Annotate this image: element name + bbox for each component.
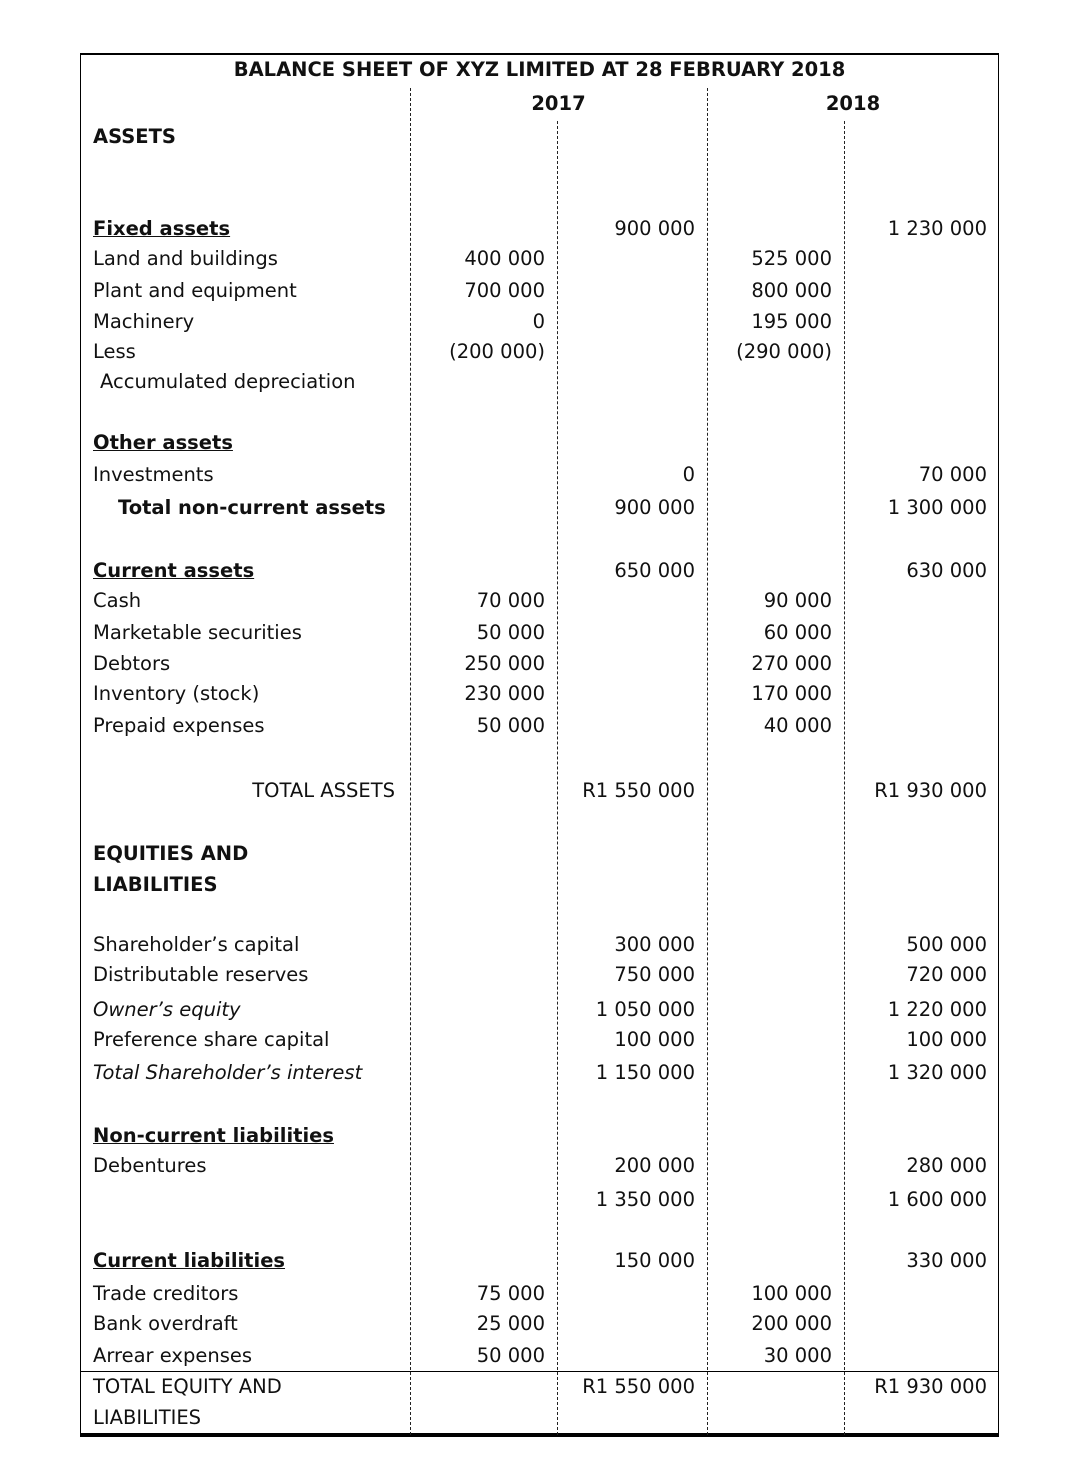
row-label: Investments	[93, 463, 214, 486]
value-2017-detail: 700 000	[464, 279, 545, 302]
row-label: Plant and equipment	[93, 279, 297, 302]
balance-sheet	[80, 53, 999, 1437]
value-2018-total: 280 000	[906, 1154, 987, 1177]
value-2017-total: 1 150 000	[595, 1061, 695, 1084]
row-label: Less	[93, 340, 136, 363]
row-label: Fixed assets	[93, 217, 231, 240]
value-2017-total: R1 550 000	[582, 779, 695, 802]
row-label: Inventory (stock)	[93, 682, 260, 705]
value-2017-total: 900 000	[614, 217, 695, 240]
row-label: LIABILITIES	[93, 873, 218, 896]
value-2017-detail: 75 000	[476, 1282, 545, 1305]
value-2018-detail: (290 000)	[736, 340, 832, 363]
value-2017-total: R1 550 000	[582, 1375, 695, 1398]
value-2018-detail: 30 000	[763, 1344, 832, 1367]
sheet-title: BALANCE SHEET OF XYZ LIMITED AT 28 FEBRUARY 2018	[233, 58, 846, 81]
row-label: Shareholder’s capital	[93, 933, 300, 956]
value-2018-detail: 200 000	[751, 1312, 832, 1335]
row-label: Prepaid expenses	[93, 714, 265, 737]
row-label: ASSETS	[93, 125, 176, 148]
row-label: Marketable securities	[93, 621, 302, 644]
row-label: Distributable reserves	[93, 963, 309, 986]
value-2018-total: 1 300 000	[887, 496, 987, 519]
value-2017-detail: 70 000	[476, 589, 545, 612]
value-2018-total: 1 600 000	[887, 1188, 987, 1211]
value-2018-detail: 100 000	[751, 1282, 832, 1305]
row-label: Machinery	[93, 310, 195, 333]
total-row-rule	[80, 1371, 999, 1372]
column-divider	[557, 121, 558, 1435]
value-2017-detail: 0	[532, 310, 545, 333]
value-2018-detail: 40 000	[763, 714, 832, 737]
row-label: Current assets	[93, 559, 255, 582]
row-label: Preference share capital	[93, 1028, 330, 1051]
value-2017-total: 150 000	[614, 1249, 695, 1272]
row-label: Total Shareholder’s interest	[93, 1061, 363, 1084]
row-label: Current liabilities	[93, 1249, 286, 1272]
row-label: Arrear expenses	[93, 1344, 253, 1367]
row-label: Land and buildings	[93, 247, 278, 270]
value-2017-total: 100 000	[614, 1028, 695, 1051]
value-2017-total: 1 050 000	[595, 998, 695, 1021]
value-2017-total: 200 000	[614, 1154, 695, 1177]
value-2017-total: 650 000	[614, 559, 695, 582]
row-label: TOTAL ASSETS	[252, 779, 395, 802]
row-label: Trade creditors	[93, 1282, 239, 1305]
value-2018-total: R1 930 000	[874, 779, 987, 802]
row-label: TOTAL EQUITY AND	[93, 1375, 282, 1398]
value-2017-total: 1 350 000	[595, 1188, 695, 1211]
value-2017-detail: 50 000	[476, 714, 545, 737]
value-2018-detail: 90 000	[763, 589, 832, 612]
value-2018-total: 1 220 000	[887, 998, 987, 1021]
row-label: Owner’s equity	[93, 998, 241, 1021]
value-2017-detail: (200 000)	[449, 340, 545, 363]
row-label: Non-current liabilities	[93, 1124, 334, 1147]
value-2018-detail: 60 000	[763, 621, 832, 644]
row-label: Debentures	[93, 1154, 207, 1177]
row-label: Cash	[93, 589, 142, 612]
row-label: Total non-current assets	[118, 496, 386, 519]
value-2017-total: 750 000	[614, 963, 695, 986]
value-2018-total: 70 000	[918, 463, 987, 486]
row-label: Accumulated depreciation	[100, 370, 356, 393]
value-2017-total: 900 000	[614, 496, 695, 519]
value-2017-total: 0	[682, 463, 695, 486]
value-2017-detail: 250 000	[464, 652, 545, 675]
year-header-2017: 2017	[531, 92, 586, 115]
value-2018-total: 1 230 000	[887, 217, 987, 240]
value-2017-detail: 25 000	[476, 1312, 545, 1335]
year-header-2018: 2018	[825, 92, 881, 115]
column-divider	[844, 121, 845, 1435]
value-2018-detail: 195 000	[751, 310, 832, 333]
value-2018-detail: 170 000	[751, 682, 832, 705]
value-2018-total: 630 000	[906, 559, 987, 582]
row-label: Debtors	[93, 652, 171, 675]
value-2018-total: 500 000	[906, 933, 987, 956]
value-2017-total: 300 000	[614, 933, 695, 956]
value-2017-detail: 50 000	[476, 1344, 545, 1367]
table-bottom-rule	[80, 1433, 999, 1437]
value-2018-total: 720 000	[906, 963, 987, 986]
value-2017-detail: 400 000	[464, 247, 545, 270]
value-2017-detail: 50 000	[476, 621, 545, 644]
value-2018-detail: 800 000	[751, 279, 832, 302]
value-2018-total: 100 000	[906, 1028, 987, 1051]
row-label: EQUITIES AND	[93, 842, 249, 865]
value-2018-detail: 270 000	[751, 652, 832, 675]
row-label: Bank overdraft	[93, 1312, 238, 1335]
row-label: LIABILITIES	[93, 1406, 202, 1429]
row-label: Other assets	[93, 431, 233, 454]
value-2018-total: R1 930 000	[874, 1375, 987, 1398]
value-2018-total: 1 320 000	[887, 1061, 987, 1084]
value-2017-detail: 230 000	[464, 682, 545, 705]
value-2018-total: 330 000	[906, 1249, 987, 1272]
value-2018-detail: 525 000	[751, 247, 832, 270]
